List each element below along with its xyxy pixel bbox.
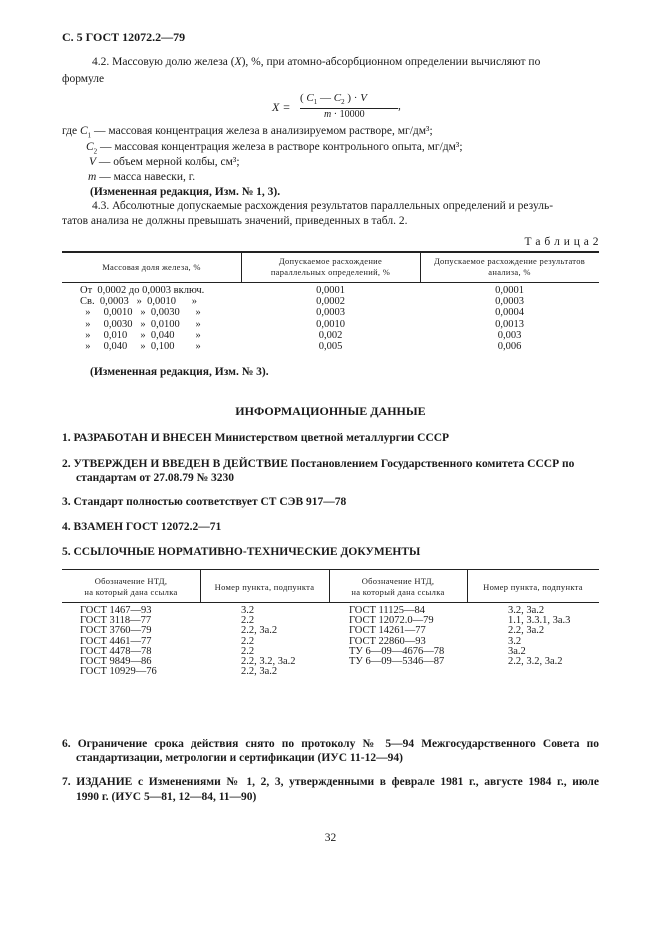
where-item-3 [89,156,240,168]
header-line: на который дана ссылка [84,587,178,597]
header-line: Допускаемое расхождение результатов [433,256,586,266]
ref-cell-doc: ГОСТ 1467—93 [80,605,152,616]
table2-caption: Т а б л и ц а 2 [524,236,599,248]
ref-cell-doc: ГОСТ 22860—93 [349,635,426,647]
page-number: 32 [324,832,337,844]
ref-cell-doc: ТУ 6—09—4676—78 [349,645,445,657]
where-sym-4: m [88,171,97,183]
table2-header-border [62,282,599,283]
info-item-5: 5. ССЫЛОЧНЫЕ НОРМАТИВНО-ТЕХНИЧЕСКИЕ ДОКУМЕНТЫ [62,546,421,558]
header-line: на который дана ссылка [351,587,445,597]
ref-header-1 [62,576,200,598]
header-line: анализа, % [488,267,531,277]
table2-cell-fraction: » 0,010 » 0,040 » [80,329,201,341]
ref-cell-clause: 3.2, 3а.2 [508,605,545,616]
info-item-2-line1: 2. УТВЕРЖДЕН И ВВЕДЕН В ДЕЙСТВИЕ Постановлением Государственного комитета СССР по [62,458,575,470]
where-text-2: — массовая концентрация железа в растворе контрольного опыта, мг/дм³; [97,141,463,153]
table2-cell-fraction: » 0,040 » 0,100 » [80,341,201,352]
info-item-4: 4. ВЗАМЕН ГОСТ 12072.2—71 [62,521,222,533]
edition-note-2: (Измененная редакция, Изм. № 3). [90,366,269,378]
c2-sub: 2 [341,98,345,107]
c1-sub: 1 [313,98,318,107]
where-item-4 [88,171,195,183]
info-item-7-line2: 1990 г. (ИУС 5—81, 12—84, 11—90) [76,791,257,803]
section-4-3-line1: 4.3. Абсолютные допускаемые расхождения результатов параллельных определений и резуль- [92,200,554,212]
table2-cell-parallel: 0,0001 [316,285,345,296]
ref-cell-doc: ТУ 6—09—5346—87 [349,656,445,667]
header-line: Обозначение НТД, [94,576,168,586]
header-line: Допускаемое расхождение [278,256,383,266]
ref-cell-doc: ГОСТ 11125—84 [349,605,426,616]
ref-header-3-text [329,576,467,598]
where-sub-1: 1 [87,131,92,140]
numerator-close: ) · [344,92,361,104]
ref-cell-clause: 2.2, 3.2, 3а.2 [241,656,296,667]
where-text-4: — масса навески, г. [96,171,196,183]
ref-header-2 [200,582,329,593]
ref-table-top-border [62,569,599,570]
where-sub-2: 2 [93,147,98,156]
section-4-2-line1 [92,56,540,68]
denominator-m: m [324,109,332,120]
ref-header-1-text [62,576,200,598]
ref-table-header-border [62,602,599,603]
ref-cell-clause: 2.2, 3.2, 3а.2 [508,656,563,667]
formula [272,94,402,124]
where-text-3: — объем мерной колбы, см³; [96,156,240,168]
info-item-1: 1. РАЗРАБОТАН И ВНЕСЕН Министерством цветной металлургии СССР [62,432,450,444]
ref-header-3 [329,576,467,598]
table2-header-3 [420,256,599,278]
where-sym-1: C [79,125,88,137]
table2-cell-fraction: » 0,0010 » 0,0030 » [80,307,201,319]
section-4-3-line2: татов анализа не должны превышать значений, приведенных в табл. 2. [62,215,408,227]
edition-note-1: (Измененная редакция, Изм. № 1, 3). [90,186,281,198]
v-sym: V [360,92,367,104]
ref-cell-clause: 2.2, 3а.2 [241,625,278,637]
page-header: С. 5 ГОСТ 12072.2—79 [62,30,186,44]
info-item-6-line2: стандартизации, метрологии и сертификации (ИУС 11-12—94) [76,752,403,764]
ref-cell-doc: ГОСТ 3118—77 [80,615,152,627]
ref-cell-clause: 1.1, 3.3.1, 3а.3 [508,615,571,627]
table2-cell-analysis: 0,0013 [495,318,524,330]
ref-cell-doc: ГОСТ 4478—78 [80,645,152,657]
var-x: X [234,56,242,68]
ref-cell-clause: 3а.2 [508,645,526,657]
table2-cell-analysis: 0,0001 [495,285,524,296]
ref-cell-clause: 2.2, 3а.2 [241,666,278,678]
info-item-3: 3. Стандарт полностью соответствует СТ СЭВ 917—78 [62,496,347,508]
ref-cell-clause: 3.2 [508,635,522,647]
numerator-open: ( [300,92,307,104]
denominator-rest: · 10000 [331,109,365,120]
formula-period: , [398,100,401,112]
table2-cell-parallel: 0,005 [318,341,343,352]
c1-sym: C [306,92,314,104]
section-4-2-text-b: ), %, при атомно-абсорбционном определении вычисляют по [241,56,541,68]
info-item-7-line1: 7. ИЗДАНИЕ с Изменениями № 1, 2, 3, утвержденными в феврале 1981 г., августе 1984 г., июле [62,776,599,788]
ref-header-4 [467,582,599,593]
where-sym-2: C [86,141,94,153]
table2-cell-parallel: 0,0010 [316,318,345,330]
ref-cell-clause: 2.2, 3а.2 [508,625,545,637]
ref-cell-doc: ГОСТ 4461—77 [80,635,152,647]
ref-cell-clause: 2.2 [241,615,255,627]
section-4-2-text-a: 4.2. Массовую долю железа ( [92,56,235,68]
ref-cell-doc: ГОСТ 3760—79 [80,625,152,637]
ref-cell-doc: ГОСТ 10929—76 [80,666,157,678]
ref-cell-doc: ГОСТ 9849—86 [80,656,152,667]
ref-header-2-text: Номер пункта, подпункта [214,582,315,592]
table2-cell-analysis: 0,006 [497,341,522,352]
header-line: параллельных определений, % [270,267,391,277]
where-sym-3: V [89,156,97,168]
ref-cell-clause: 2.2 [241,645,255,657]
table2-cell-analysis: 0,003 [497,329,522,341]
ref-cell-doc: ГОСТ 12072.0—79 [349,615,434,627]
table2-top-border [62,251,599,253]
ref-header-4-text: Номер пункта, подпункта [483,582,583,592]
info-item-6-line1: 6. Ограничение срока действия снято по протоколу № 5—94 Межгосударственного Совета по [62,738,599,750]
ref-cell-clause: 2.2 [241,635,255,647]
ref-cell-clause: 3.2 [241,605,255,616]
table2-header-2 [241,256,420,278]
minus: — [317,92,334,104]
table2-cell-analysis: 0,0004 [495,307,524,319]
table2-cell-parallel: 0,0003 [316,307,345,319]
where-text-1: — массовая концентрация железа в анализируемом растворе, мг/дм³; [91,125,433,137]
ref-cell-doc: ГОСТ 14261—77 [349,625,426,637]
table2-cell-analysis: 0,0003 [495,296,524,308]
table2-cell-fraction: От 0,0002 до 0,0003 включ. [80,285,205,296]
table2-cell-fraction: Св. 0,0003 » 0,0010 » [80,296,197,308]
where-prefix: где [62,125,78,137]
c2-sym: C [333,92,342,104]
table2-header-2-text [241,256,420,278]
info-title: ИНФОРМАЦИОННЫЕ ДАННЫЕ [235,404,426,418]
formula-numerator [300,92,367,106]
table2-cell-fraction: » 0,0030 » 0,0100 » [80,318,201,330]
table2-header-1 [62,262,241,273]
header-line: Обозначение НТД, [361,576,435,586]
table2-cell-parallel: 0,002 [318,329,343,341]
formula-denominator [324,109,365,120]
table2-cell-parallel: 0,0002 [316,296,345,308]
formula-lhs: X = [272,100,291,114]
where-item-2 [86,141,463,155]
where-item-1 [62,125,433,139]
info-item-2-line2: стандартам от 27.08.79 № 3230 [76,472,235,484]
section-4-2-line2: формуле [62,73,105,85]
table2-header-1-text: Массовая доля железа, % [102,262,201,272]
table2-header-3-text [420,256,599,278]
